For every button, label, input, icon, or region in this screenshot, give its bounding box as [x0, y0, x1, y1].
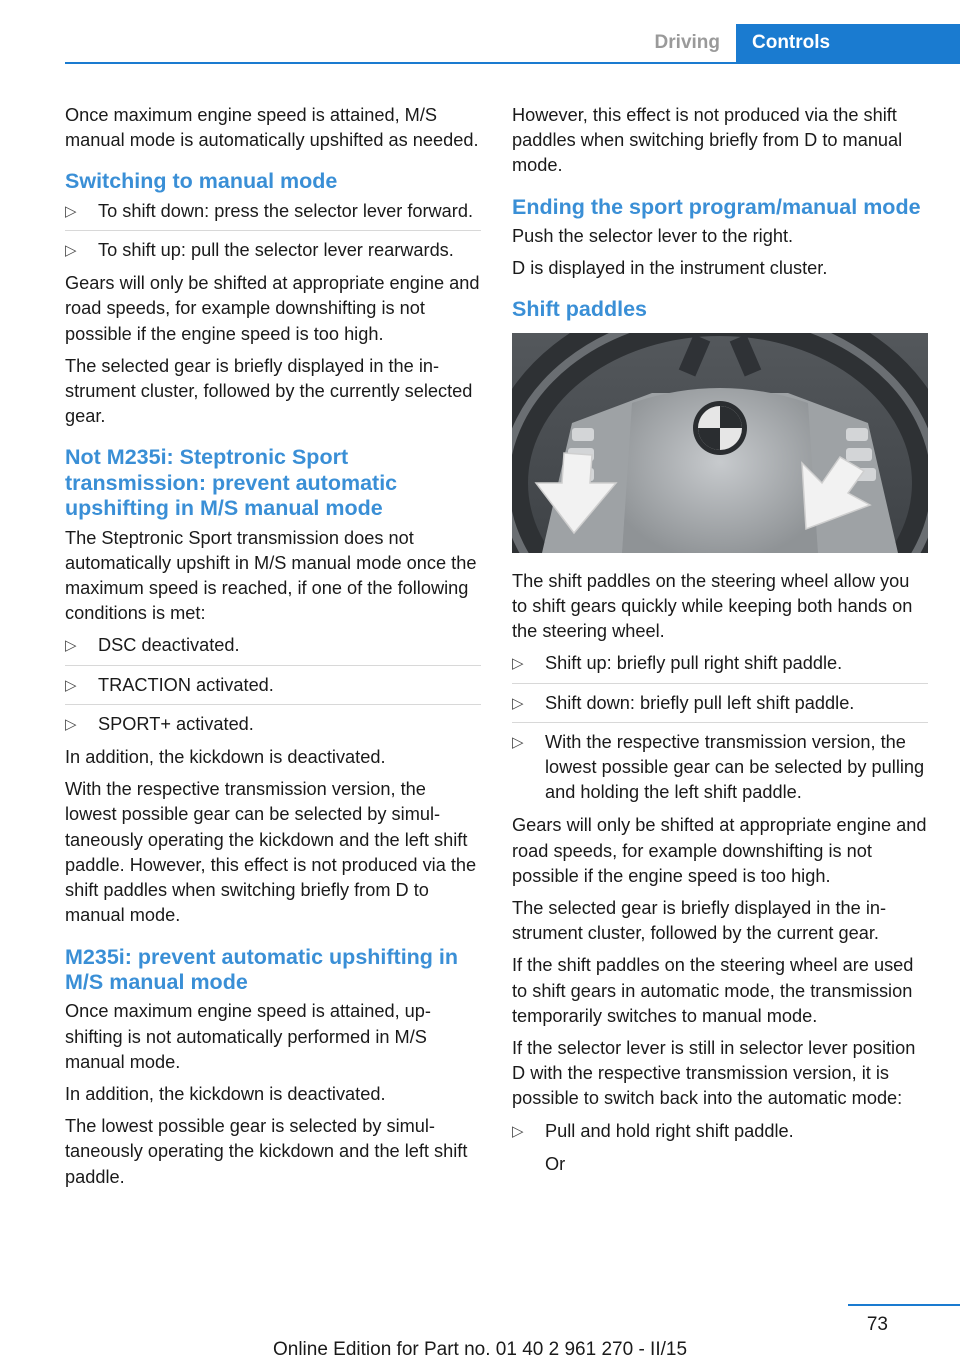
paragraph: Once maximum engine speed is attained, upshifting is not automatically performed in M/S manual mode.	[65, 1001, 431, 1072]
paragraph: The selected gear is briefly displayed in the instrument cluster, followed by the currently selected gear.	[65, 355, 473, 427]
edition-footer: Online Edition for Part no. 01 40 2 961 270 - II/15	[272, 1339, 688, 1360]
heading-not-m235i: Not M235i: Steptronic Sport transmission: prevent automatic upshifting in M/S manual mode	[65, 445, 398, 521]
triangle-right-icon: ▷	[65, 637, 77, 655]
paragraph: D is displayed in the instrument cluster.	[512, 258, 828, 279]
hold-list	[512, 1119, 928, 1150]
list-item: ▷ To shift down: press the selector lever forward.	[65, 199, 481, 231]
triangle-right-icon: ▷	[512, 694, 524, 712]
conditions-list	[65, 633, 481, 743]
footer-rule	[848, 1304, 960, 1306]
paragraph: In addition, the kickdown is deactivated.	[65, 747, 386, 768]
list-item: ▷ With the respective transmission version, the lowest possible gear can be selected by pulling and holding the left shift paddle.	[512, 731, 925, 803]
left-column	[65, 103, 481, 1197]
page-header	[65, 24, 960, 64]
triangle-right-icon: ▷	[65, 676, 77, 694]
paragraph: The selected gear is briefly displayed in the instrument cluster, followed by the current gear.	[512, 898, 887, 944]
steering-wheel-photo	[512, 333, 928, 553]
heading-m235i: M235i: prevent automatic upshifting in M/S manual mode	[65, 944, 459, 994]
paragraph: Gears will only be shifted at appropriate engine and road speeds, for example downshifting is not possible if the engine speed is too high.	[512, 815, 927, 886]
paragraph: If the shift paddles on the steering wheel are used to shift gears in automatic mode, the transmission temporarily switches to manual mode.	[512, 955, 914, 1026]
triangle-right-icon: ▷	[65, 202, 77, 220]
paragraph: The Steptronic Sport transmission does not automatically upshift in M/S manual mode once the maximum speed is reached, if one of the following conditions is met:	[65, 527, 477, 624]
right-column	[512, 103, 928, 1177]
triangle-right-icon: ▷	[65, 242, 77, 260]
paragraph: The shift paddles on the steering wheel allow you to shift gears quickly while keeping both hands on the steering wheel.	[512, 570, 913, 642]
paddle-list	[512, 651, 928, 811]
list-item: ▷ Shift down: briefly pull left shift paddle.	[512, 691, 928, 723]
list-item: ▷ SPORT+ activated.	[65, 712, 481, 743]
triangle-right-icon: ▷	[65, 715, 77, 733]
triangle-right-icon: ▷	[512, 655, 524, 673]
paragraph: Push the selector lever to the right.	[512, 226, 794, 247]
paragraph: Gears will only be shifted at appropriate engine and road speeds, for example downshifting is not possible if the engine speed is too high.	[65, 273, 480, 344]
list-item: ▷ DSC deactivated.	[65, 633, 481, 665]
paragraph: With the respective transmission version, the lowest possible gear can be selected by simultaneously operating the kickdown and the left shift paddle. However, this effect is not produced via the shift paddles when switching briefly from D to manual mode.	[65, 779, 477, 926]
header-chapter: Controls	[736, 24, 960, 62]
paragraph: However, this effect is not produced via the shift paddles when switching briefly from D to manual mode.	[512, 105, 903, 176]
list-item: ▷ To shift up: pull the selector lever rearwards.	[65, 238, 481, 269]
heading-shift-paddles: Shift paddles	[512, 297, 647, 322]
triangle-right-icon: ▷	[512, 1122, 524, 1140]
list-item: ▷ Shift up: briefly pull right shift paddle.	[512, 651, 928, 683]
heading-switching-manual: Switching to manual mode	[65, 169, 338, 194]
list-item: ▷ TRACTION activated.	[65, 673, 481, 705]
switch-list	[65, 199, 481, 269]
paragraph: The lowest possible gear is selected by simultaneously operating the kickdown and the left shift paddle.	[65, 1116, 468, 1187]
header-section: Driving	[654, 32, 720, 53]
heading-ending-sport: Ending the sport program/manual mode	[512, 194, 921, 219]
paragraph: In addition, the kickdown is deactivated.	[65, 1083, 386, 1104]
paragraph: Once maximum engine speed is attained, M/S manual mode is automatically upshifted as needed.	[65, 105, 479, 151]
triangle-right-icon: ▷	[512, 733, 524, 751]
page-number: 73	[866, 1314, 888, 1335]
or-text: Or	[545, 1153, 566, 1174]
list-item: ▷ Pull and hold right shift paddle.	[512, 1119, 928, 1150]
paragraph: If the selector lever is still in selector lever position D with the respective transmission version, it is possible to switch back into the automatic mode:	[512, 1038, 916, 1109]
